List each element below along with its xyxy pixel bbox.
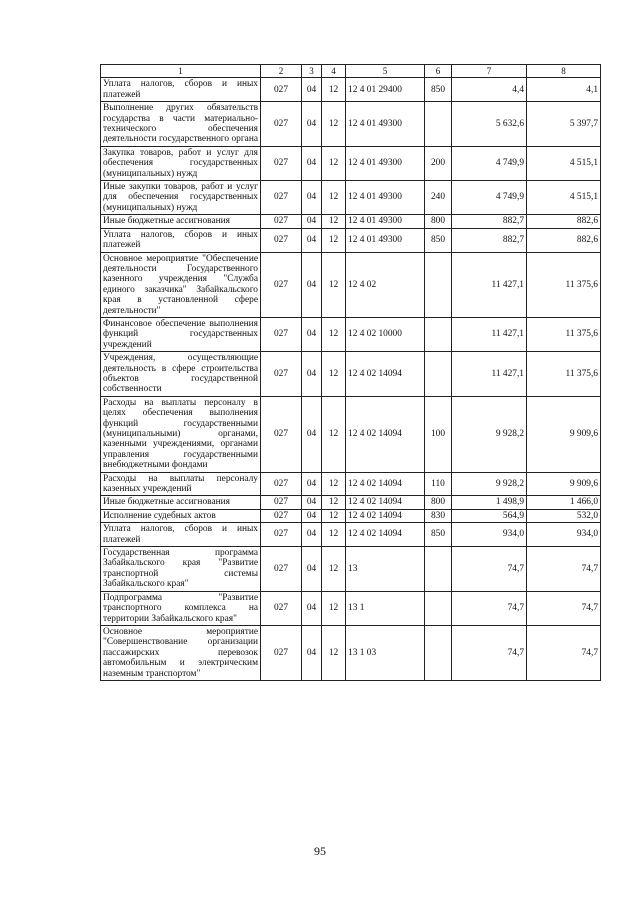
cell-expense-type: 110	[425, 472, 452, 496]
cell-target-article: 12 4 01 29400	[346, 78, 425, 102]
table-row	[101, 547, 601, 592]
cell-amount-col7: 882,7	[452, 215, 527, 228]
cell-name: Выполнение других обязательств государства в части материально-технического обеспечения деятельности государственного органа	[101, 102, 261, 147]
cell-target-article: 12 4 02 14094	[346, 472, 425, 496]
cell-ministry-code: 027	[261, 78, 302, 102]
cell-section: 04	[302, 146, 322, 180]
cell-name: Уплата налогов, сборов и иных платежей	[101, 228, 261, 252]
cell-section: 04	[302, 591, 322, 625]
cell-name: Основное мероприятие "Совершенствование организации пассажирских перевозок автомобильным и электрическим наземным транспортом"	[101, 625, 261, 680]
cell-name: Расходы на выплаты персоналу в целях обеспечения выполнения функций государственными (муниципальными) органами, казенными учреждениями, органами управления государственными внебюджетными фондами	[101, 396, 261, 472]
cell-section: 04	[302, 102, 322, 147]
cell-amount-col8: 9 909,6	[527, 396, 601, 472]
cell-amount-col7: 4 749,9	[452, 181, 527, 215]
cell-amount-col7: 9 928,2	[452, 396, 527, 472]
cell-name: Иные закупки товаров, работ и услуг для обеспечения государственных (муниципальных) нужд	[101, 181, 261, 215]
cell-section: 04	[302, 509, 322, 522]
cell-subsection: 12	[322, 591, 346, 625]
cell-expense-type	[425, 252, 452, 317]
table-body	[101, 78, 601, 681]
cell-section: 04	[302, 547, 322, 592]
cell-section: 04	[302, 215, 322, 228]
cell-expense-type	[425, 317, 452, 351]
table-row	[101, 228, 601, 252]
column-header: 7	[452, 65, 527, 78]
cell-target-article: 13	[346, 547, 425, 592]
table-row	[101, 396, 601, 472]
cell-expense-type: 240	[425, 181, 452, 215]
cell-amount-col8: 1 466,0	[527, 496, 601, 509]
cell-target-article: 12 4 01 49300	[346, 181, 425, 215]
cell-amount-col7: 9 928,2	[452, 472, 527, 496]
cell-expense-type: 200	[425, 146, 452, 180]
cell-expense-type: 800	[425, 215, 452, 228]
table-row	[101, 215, 601, 228]
cell-ministry-code: 027	[261, 102, 302, 147]
cell-target-article: 13 1 03	[346, 625, 425, 680]
cell-name: Государственная программа Забайкальского края "Развитие транспортной системы Забайкальского края"	[101, 547, 261, 592]
cell-section: 04	[302, 78, 322, 102]
cell-amount-col8: 532,0	[527, 509, 601, 522]
cell-amount-col7: 882,7	[452, 228, 527, 252]
cell-subsection: 12	[322, 317, 346, 351]
cell-name: Иные бюджетные ассигнования	[101, 215, 261, 228]
cell-subsection: 12	[322, 625, 346, 680]
cell-expense-type: 850	[425, 78, 452, 102]
cell-ministry-code: 027	[261, 352, 302, 397]
cell-subsection: 12	[322, 228, 346, 252]
cell-expense-type: 100	[425, 396, 452, 472]
cell-section: 04	[302, 252, 322, 317]
cell-ministry-code: 027	[261, 396, 302, 472]
cell-name: Финансовое обеспечение выполнения функций государственных учреждений	[101, 317, 261, 351]
cell-section: 04	[302, 625, 322, 680]
cell-amount-col7: 934,0	[452, 523, 527, 547]
table-row	[101, 352, 601, 397]
cell-ministry-code: 027	[261, 625, 302, 680]
cell-subsection: 12	[322, 509, 346, 522]
cell-amount-col8: 9 909,6	[527, 472, 601, 496]
cell-section: 04	[302, 523, 322, 547]
cell-subsection: 12	[322, 146, 346, 180]
column-header: 2	[261, 65, 302, 78]
cell-target-article: 12 4 02 14094	[346, 509, 425, 522]
cell-amount-col7: 4 749,9	[452, 146, 527, 180]
cell-name: Учреждения, осуществляющие деятельность в сфере строительства объектов государственной собственности	[101, 352, 261, 397]
cell-expense-type: 830	[425, 509, 452, 522]
cell-ministry-code: 027	[261, 215, 302, 228]
cell-section: 04	[302, 317, 322, 351]
cell-amount-col8: 4 515,1	[527, 181, 601, 215]
cell-amount-col8: 11 375,6	[527, 352, 601, 397]
cell-expense-type: 850	[425, 523, 452, 547]
table-row	[101, 102, 601, 147]
cell-amount-col7: 11 427,1	[452, 352, 527, 397]
column-header: 6	[425, 65, 452, 78]
cell-ministry-code: 027	[261, 181, 302, 215]
cell-subsection: 12	[322, 396, 346, 472]
cell-ministry-code: 027	[261, 472, 302, 496]
cell-name: Основное мероприятие "Обеспечение деятельности Государственного казенного учреждения "Служба единого заказчика" Забайкальского края в установленной сфере деятельности"	[101, 252, 261, 317]
table-header-row	[101, 65, 601, 78]
cell-amount-col7: 74,7	[452, 625, 527, 680]
page-number: 95	[314, 844, 326, 858]
budget-table	[100, 64, 601, 681]
cell-amount-col7: 5 632,6	[452, 102, 527, 147]
cell-section: 04	[302, 228, 322, 252]
cell-amount-col7: 74,7	[452, 591, 527, 625]
cell-amount-col7: 4,4	[452, 78, 527, 102]
cell-amount-col7: 74,7	[452, 547, 527, 592]
cell-ministry-code: 027	[261, 228, 302, 252]
cell-name: Уплата налогов, сборов и иных платежей	[101, 78, 261, 102]
cell-amount-col8: 882,6	[527, 215, 601, 228]
table-row	[101, 509, 601, 522]
cell-amount-col7: 11 427,1	[452, 252, 527, 317]
cell-subsection: 12	[322, 181, 346, 215]
column-header: 8	[527, 65, 601, 78]
cell-subsection: 12	[322, 496, 346, 509]
cell-subsection: 12	[322, 102, 346, 147]
cell-amount-col7: 564,9	[452, 509, 527, 522]
cell-expense-type	[425, 591, 452, 625]
cell-target-article: 12 4 01 49300	[346, 146, 425, 180]
cell-ministry-code: 027	[261, 252, 302, 317]
cell-ministry-code: 027	[261, 317, 302, 351]
cell-subsection: 12	[322, 78, 346, 102]
cell-amount-col8: 4 515,1	[527, 146, 601, 180]
cell-expense-type	[425, 352, 452, 397]
table-row	[101, 625, 601, 680]
cell-target-article: 12 4 01 49300	[346, 215, 425, 228]
cell-expense-type	[425, 625, 452, 680]
cell-amount-col8: 74,7	[527, 547, 601, 592]
cell-target-article: 13 1	[346, 591, 425, 625]
cell-target-article: 12 4 02 14094	[346, 496, 425, 509]
cell-name: Подпрограмма "Развитие транспортного комплекса на территории Забайкальского края"	[101, 591, 261, 625]
cell-target-article: 12 4 02	[346, 252, 425, 317]
cell-amount-col8: 11 375,6	[527, 317, 601, 351]
cell-name: Уплата налогов, сборов и иных платежей	[101, 523, 261, 547]
cell-section: 04	[302, 472, 322, 496]
cell-subsection: 12	[322, 523, 346, 547]
cell-subsection: 12	[322, 547, 346, 592]
cell-name: Исполнение судебных актов	[101, 509, 261, 522]
cell-amount-col7: 1 498,9	[452, 496, 527, 509]
cell-amount-col8: 934,0	[527, 523, 601, 547]
cell-ministry-code: 027	[261, 547, 302, 592]
cell-section: 04	[302, 352, 322, 397]
column-header: 4	[322, 65, 346, 78]
cell-subsection: 12	[322, 472, 346, 496]
table-row	[101, 591, 601, 625]
table-row	[101, 523, 601, 547]
cell-subsection: 12	[322, 352, 346, 397]
cell-ministry-code: 027	[261, 496, 302, 509]
cell-target-article: 12 4 02 14094	[346, 523, 425, 547]
cell-name: Расходы на выплаты персоналу казенных учреждений	[101, 472, 261, 496]
cell-amount-col8: 882,6	[527, 228, 601, 252]
cell-section: 04	[302, 181, 322, 215]
cell-section: 04	[302, 396, 322, 472]
table-row	[101, 496, 601, 509]
cell-target-article: 12 4 02 14094	[346, 352, 425, 397]
cell-amount-col7: 11 427,1	[452, 317, 527, 351]
cell-ministry-code: 027	[261, 591, 302, 625]
cell-subsection: 12	[322, 215, 346, 228]
column-header: 5	[346, 65, 425, 78]
cell-name: Закупка товаров, работ и услуг для обеспечения государственных (муниципальных) нужд	[101, 146, 261, 180]
column-header: 3	[302, 65, 322, 78]
cell-amount-col8: 5 397,7	[527, 102, 601, 147]
cell-section: 04	[302, 496, 322, 509]
cell-ministry-code: 027	[261, 523, 302, 547]
cell-amount-col8: 4,1	[527, 78, 601, 102]
cell-expense-type: 800	[425, 496, 452, 509]
cell-amount-col8: 74,7	[527, 625, 601, 680]
cell-expense-type	[425, 102, 452, 147]
table-row	[101, 317, 601, 351]
column-header: 1	[101, 65, 261, 78]
cell-target-article: 12 4 01 49300	[346, 102, 425, 147]
cell-subsection: 12	[322, 252, 346, 317]
cell-expense-type: 850	[425, 228, 452, 252]
cell-ministry-code: 027	[261, 509, 302, 522]
cell-expense-type	[425, 547, 452, 592]
cell-ministry-code: 027	[261, 146, 302, 180]
table-row	[101, 252, 601, 317]
cell-target-article: 12 4 02 14094	[346, 396, 425, 472]
cell-target-article: 12 4 02 10000	[346, 317, 425, 351]
table-row	[101, 78, 601, 102]
cell-name: Иные бюджетные ассигнования	[101, 496, 261, 509]
cell-target-article: 12 4 01 49300	[346, 228, 425, 252]
table-row	[101, 181, 601, 215]
table-row	[101, 146, 601, 180]
cell-amount-col8: 74,7	[527, 591, 601, 625]
cell-amount-col8: 11 375,6	[527, 252, 601, 317]
table-row	[101, 472, 601, 496]
